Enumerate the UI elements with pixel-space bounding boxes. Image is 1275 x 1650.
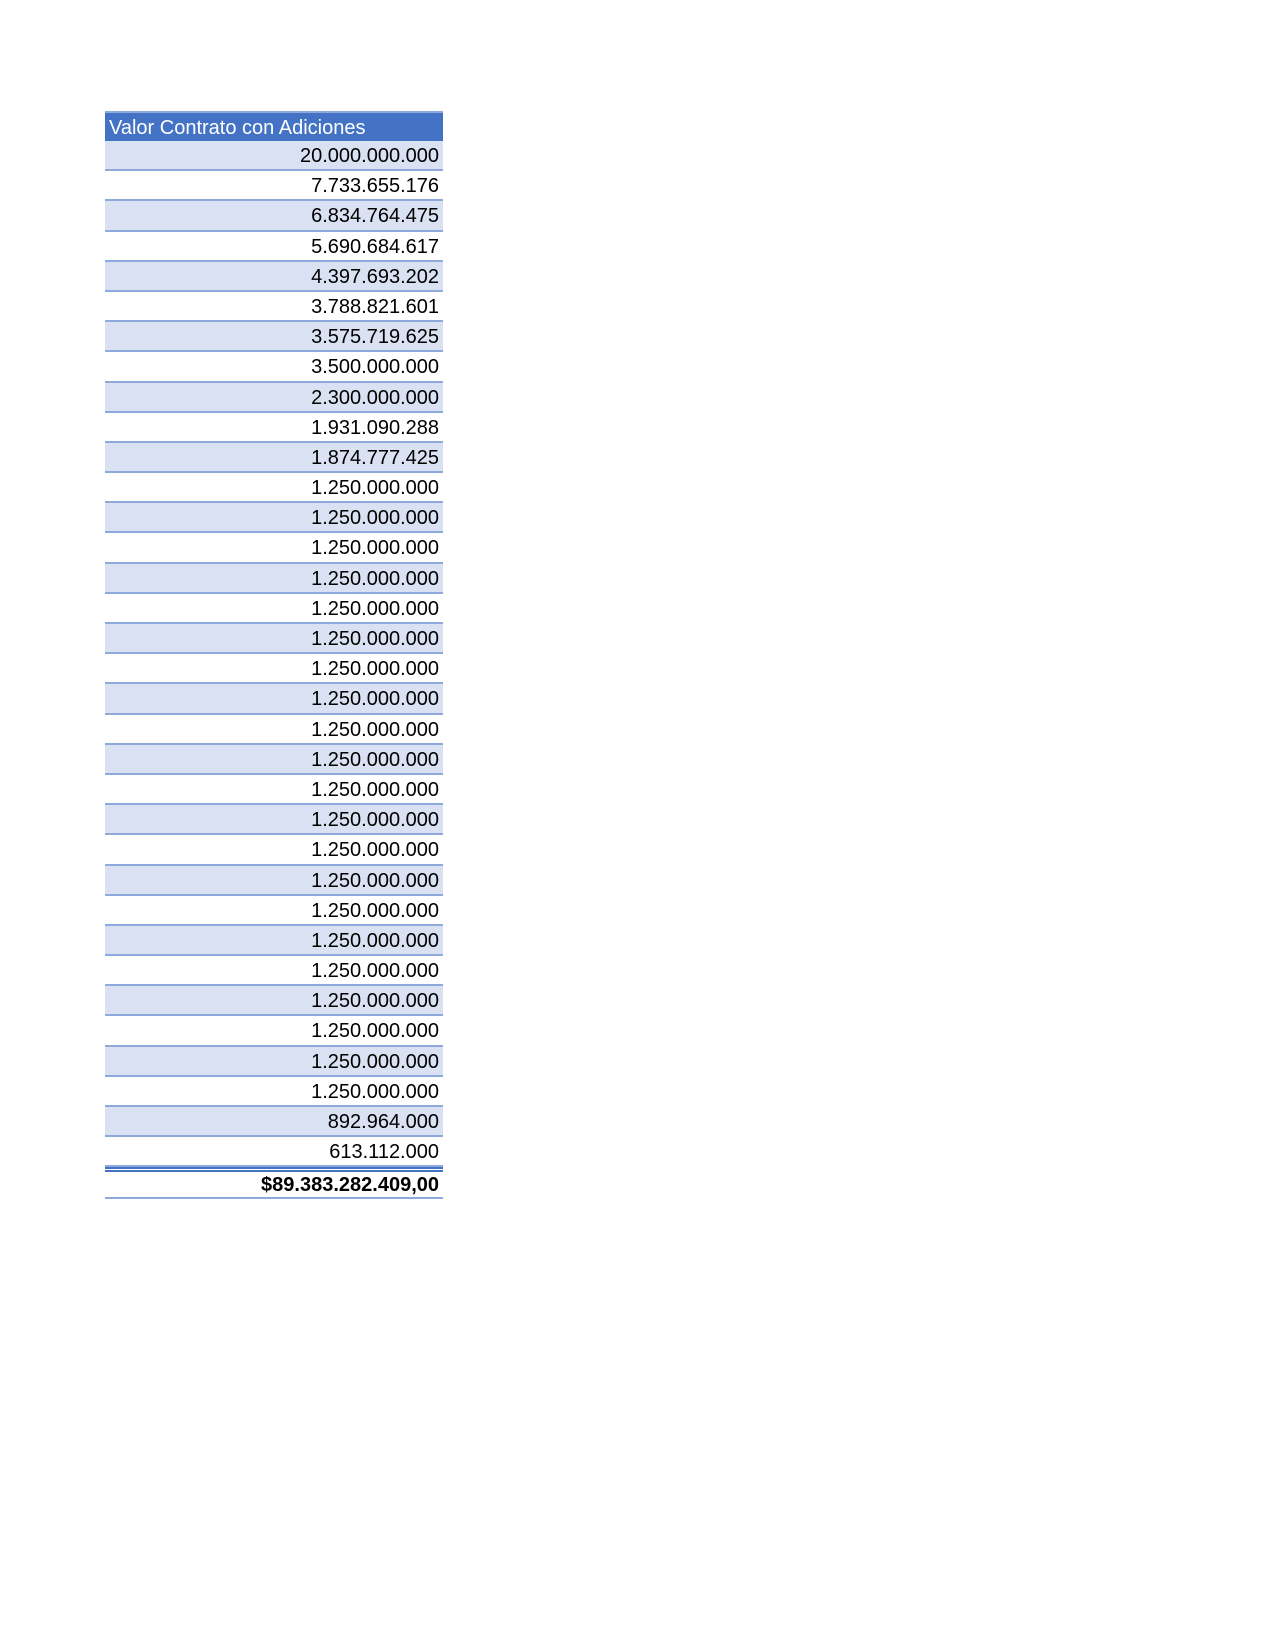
table-row: 1.250.000.000 [105, 594, 443, 624]
table-row: 20.000.000.000 [105, 141, 443, 171]
table-row: 1.250.000.000 [105, 684, 443, 714]
table-row: 1.250.000.000 [105, 473, 443, 503]
table-row: 613.112.000 [105, 1137, 443, 1167]
table-row: 1.250.000.000 [105, 624, 443, 654]
table-row: 1.250.000.000 [105, 1047, 443, 1077]
table-row: 892.964.000 [105, 1107, 443, 1137]
table-row: 1.250.000.000 [105, 1016, 443, 1046]
table-row: 1.250.000.000 [105, 896, 443, 926]
table-row: 1.250.000.000 [105, 715, 443, 745]
table-row: 1.250.000.000 [105, 775, 443, 805]
table-row: 5.690.684.617 [105, 232, 443, 262]
table-row: 3.788.821.601 [105, 292, 443, 322]
table-row: 1.250.000.000 [105, 745, 443, 775]
table-row: 3.500.000.000 [105, 352, 443, 382]
table-row: 6.834.764.475 [105, 201, 443, 231]
table-row: 7.733.655.176 [105, 171, 443, 201]
table-row: 1.250.000.000 [105, 835, 443, 865]
table-body [105, 141, 443, 1167]
column-header: Valor Contrato con Adiciones [105, 111, 443, 141]
table-row: 1.250.000.000 [105, 926, 443, 956]
table-row: 1.250.000.000 [105, 654, 443, 684]
table-row: 1.250.000.000 [105, 805, 443, 835]
table-row: 1.250.000.000 [105, 986, 443, 1016]
table-row: 1.931.090.288 [105, 413, 443, 443]
table-row: 1.250.000.000 [105, 533, 443, 563]
table-row: 1.250.000.000 [105, 564, 443, 594]
table-row: 3.575.719.625 [105, 322, 443, 352]
table-row: 1.874.777.425 [105, 443, 443, 473]
table-row: 1.250.000.000 [105, 1077, 443, 1107]
table-row: 4.397.693.202 [105, 262, 443, 292]
table-row: 1.250.000.000 [105, 866, 443, 896]
table-row: 1.250.000.000 [105, 956, 443, 986]
table-row: 2.300.000.000 [105, 383, 443, 413]
total-cell: $89.383.282.409,00 [105, 1167, 443, 1199]
contract-value-table [105, 111, 443, 1199]
table-row: 1.250.000.000 [105, 503, 443, 533]
